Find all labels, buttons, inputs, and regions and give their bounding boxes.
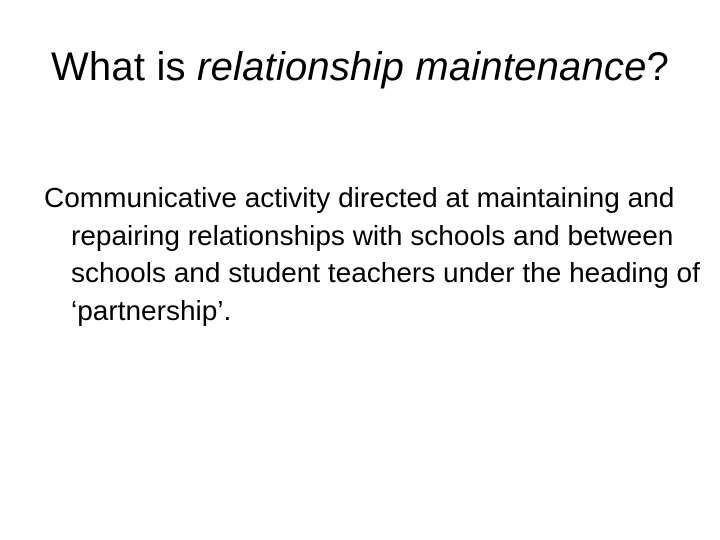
slide-body-text: Communicative activity directed at maintaining and repairing relationships with schools and between schools and student teachers under the heading of ‘partnership’. [44,182,700,326]
slide-title [0,42,720,92]
slide-title-prefix: What is [50,45,198,89]
slide-title-emphasis: relationship maintenance [197,45,647,89]
slide-title-suffix: ? [646,45,670,89]
